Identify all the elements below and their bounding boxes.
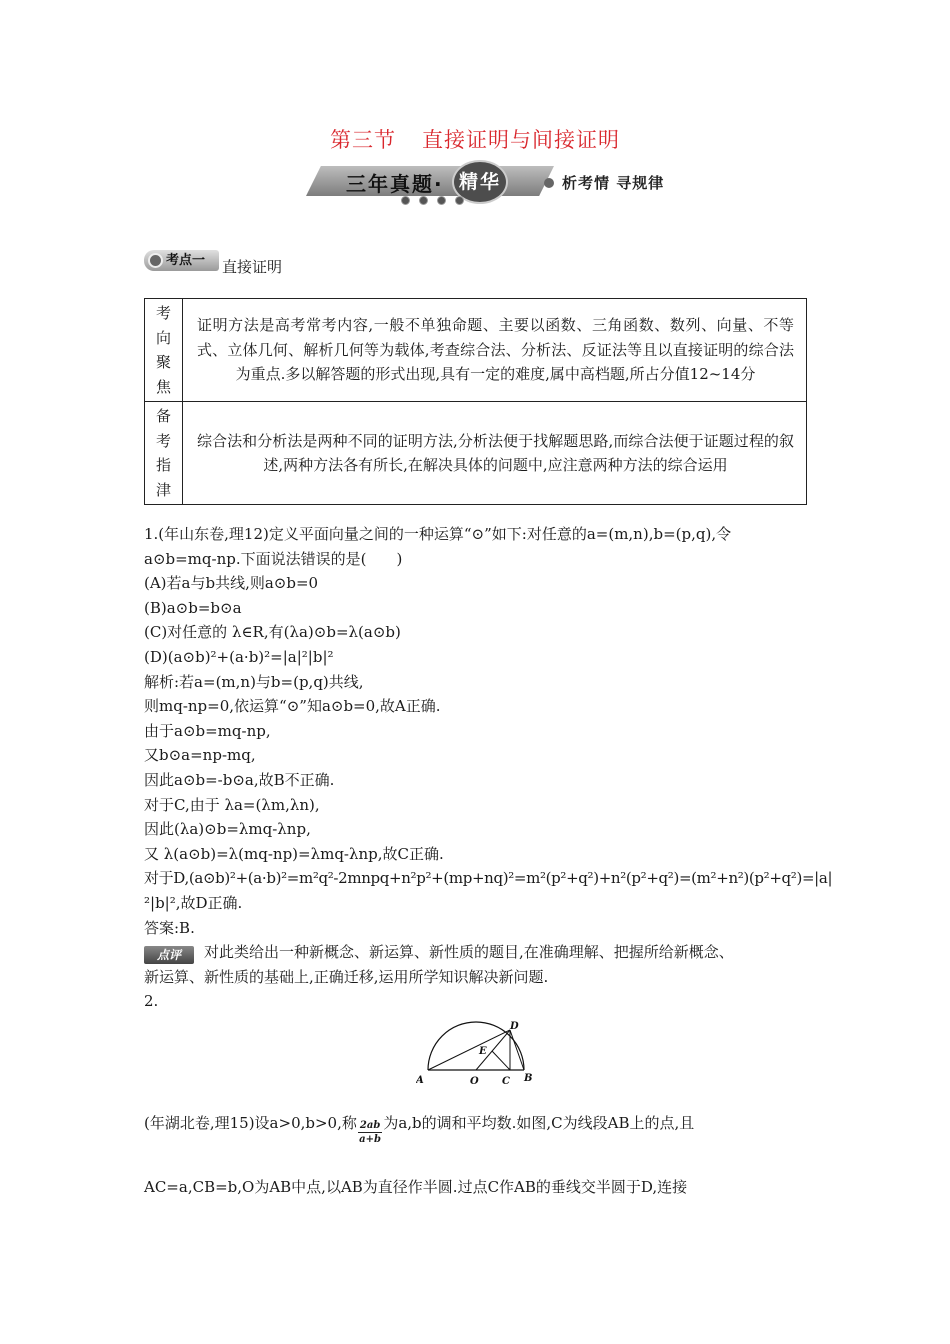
label-o: O xyxy=(470,1076,479,1086)
answer: 答案:B. xyxy=(144,918,195,937)
kaodian-tag: 考点一 xyxy=(144,250,219,271)
banner-dots xyxy=(401,196,464,205)
row-text: 证明方法是高考常考内容,一般不单独命题、主要以函数、三角函数、数列、向量、不等式、立体几何、解析几何等为载体,考查综合法、分析法、反证法等且以直接证明的综合法为重点.多以解答题的形式出现,具有一定的难度,属中高档题,所占分值12~14分 xyxy=(183,299,807,402)
analysis-line: 因此a⊙b=-b⊙a,故B不正确. xyxy=(144,770,335,789)
comment-line: 点评 对此类给出一种新概念、新运算、新性质的题目,在准确理解、把握所给新概念、 xyxy=(144,940,814,965)
question-2-line: (年湖北卷,理15)设a>0,b>0,称 $\frac{2ab}{a+b}$ 为a,b的调和平均数.如图,C为线段AB上的点,且 xyxy=(144,1114,695,1145)
label-e: E xyxy=(479,1046,487,1057)
option-b: (B)a⊙b=b⊙a xyxy=(144,598,242,617)
banner-emphasis-badge: 精华 xyxy=(452,160,508,204)
semicircle-figure xyxy=(416,1020,536,1086)
banner-subtitle: 析考情 寻规律 xyxy=(562,174,665,192)
label-a: A xyxy=(416,1075,424,1086)
page-title xyxy=(0,124,950,154)
analysis-line: 因此(λa)⊙b=λmq-λnp, xyxy=(144,820,311,839)
analysis-line: 由于a⊙b=mq-np, xyxy=(144,721,271,740)
label-c: C xyxy=(502,1076,510,1086)
comment-icon: 点评 xyxy=(144,946,194,964)
option-c: (C)对任意的 λ∈R,有(λa)⊙b=λ(a⊙b) xyxy=(144,623,401,642)
analysis-line: 又 λ(a⊙b)=λ(mq-np)=λmq-λnp,故C正确. xyxy=(144,844,444,863)
question-2-line: AC=a,CB=b,O为AB中点,以AB为直径作半圆.过点C作AB的垂线交半圆于D,连接 xyxy=(144,1178,688,1196)
label-b: B xyxy=(524,1073,533,1084)
analysis-line: 又b⊙a=np-mq, xyxy=(144,746,256,765)
option-a: (A)若a与b共线,则a⊙b=0 xyxy=(144,574,319,593)
question-stem: 1.(年山东卷,理12)定义平面向量之间的一种运算“⊙”如下:对任意的a=(m,n),b=(p,q),令 xyxy=(144,525,732,543)
section-name: 直接证明与间接证明 xyxy=(422,128,620,152)
question-number: 2. xyxy=(144,992,159,1011)
row-header: 考 向 聚 焦 xyxy=(145,299,183,402)
banner-main-text: 三年真题· xyxy=(346,172,444,196)
label-d: D xyxy=(510,1021,519,1032)
analysis-line: 对于D,(a⊙b)²+(a·b)²=m²q²-2mnpq+n²p²+(mp+nq)²=m²(p²+q²)+n²(p²+q²)=(m²+n²)(p²+q²)=|a| xyxy=(144,869,833,888)
section-banner xyxy=(306,160,686,210)
kaodian-label: 直接证明 xyxy=(222,258,283,276)
analysis-line: 解析:若a=(m,n)与b=(p,q)共线, xyxy=(144,672,364,691)
section-number: 第三节 xyxy=(330,128,396,152)
comment-line: 新运算、新性质的基础上,正确迁移,运用所学知识解决新问题. xyxy=(144,967,549,986)
analysis-line: 对于C,由于 λa=(λm,λn), xyxy=(144,795,320,814)
exam-focus-table xyxy=(144,298,807,505)
table-row xyxy=(145,402,807,505)
row-text: 综合法和分析法是两种不同的证明方法,分析法便于找解题思路,而综合法便于证题过程的叙述,两种方法各有所长,在解决具体的问题中,应注意两种方法的综合运用 xyxy=(183,402,807,505)
table-row xyxy=(145,299,807,402)
question-stem: a⊙b=mq-np.下面说法错误的是( ) xyxy=(144,549,403,568)
question-1 xyxy=(144,522,833,1014)
analysis-line: ²|b|²,故D正确. xyxy=(144,893,243,912)
row-header: 备 考 指 津 xyxy=(145,402,183,505)
tag-bullet-icon xyxy=(148,253,163,268)
option-d: (D)(a⊙b)²+(a·b)²=|a|²|b|² xyxy=(144,647,334,666)
harmonic-mean-fraction: $\frac{2ab}{a+b}$ xyxy=(359,1120,382,1145)
analysis-line: 则mq-np=0,依运算“⊙”知a⊙b=0,故A正确. xyxy=(144,697,441,716)
